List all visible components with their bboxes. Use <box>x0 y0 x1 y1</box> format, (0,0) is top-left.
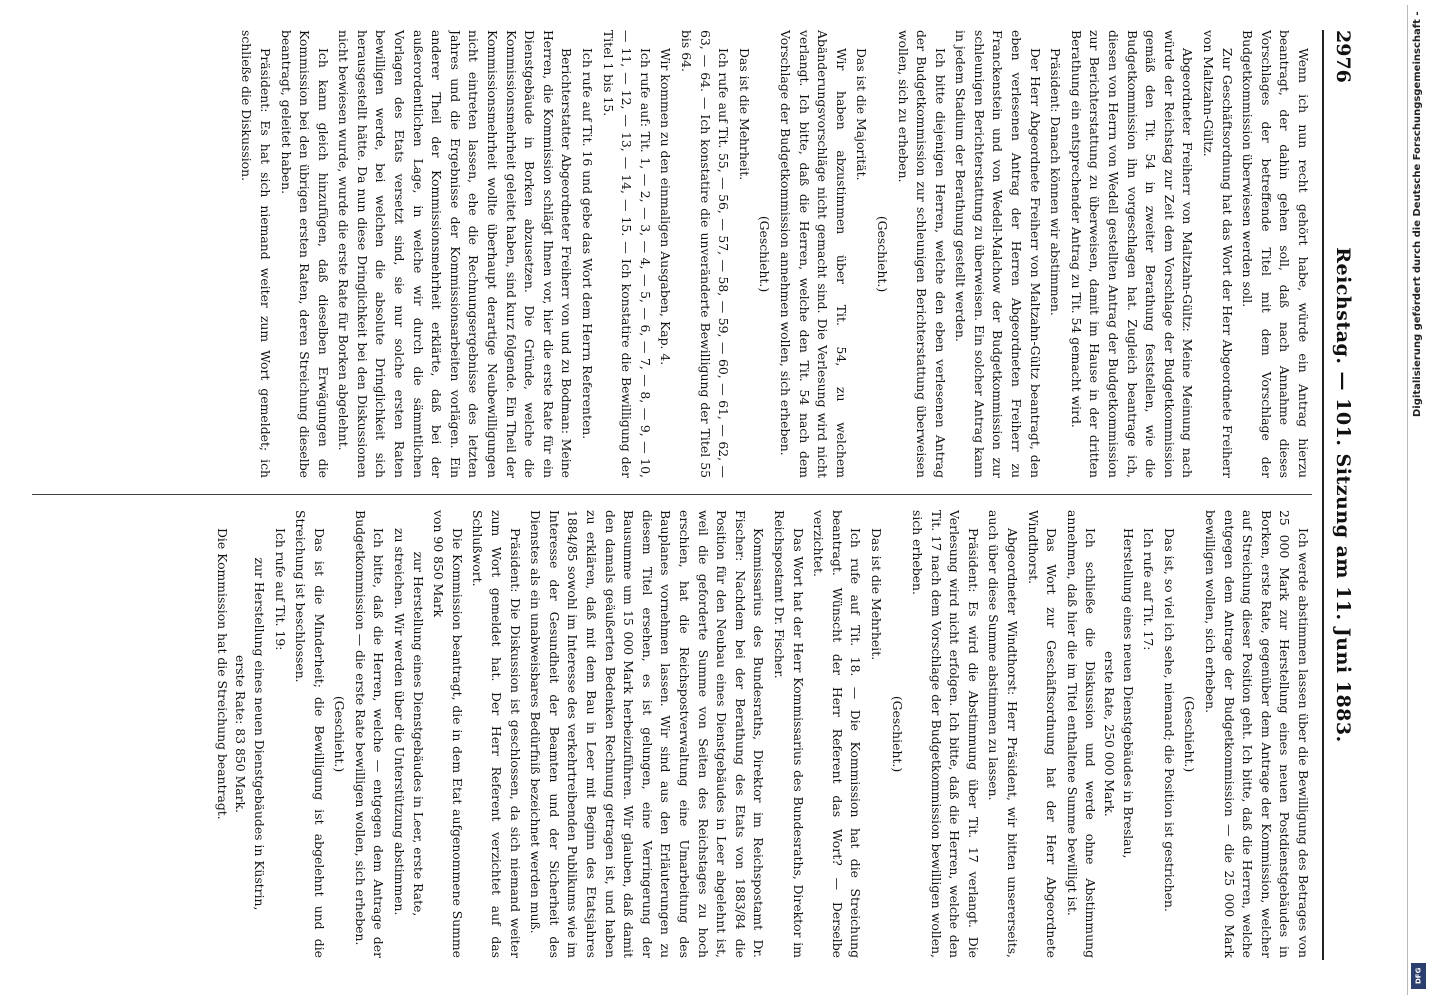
stage-direction: (Geschieht.) <box>874 215 890 293</box>
paragraph: Ich rufe auf Tit. 18. — Die Kommission hat die Streichung beantragt. Wünscht der Herr Referent das Wort? — Derselbe verzichtet. <box>811 510 864 958</box>
paragraph: Das ist die Majorität. <box>854 48 870 181</box>
paragraph: Wir kommen zu den einmaligen Ausgaben, Kap. 4. <box>658 48 674 366</box>
right-column <box>20 510 1312 958</box>
paragraph: Herstellung eines neuen Dienstgebäudes in Breslau, <box>1120 528 1136 859</box>
paragraph: Ich rufe auf Tit. 16 und gebe das Wort dem Herrn Referenten. <box>580 48 596 440</box>
paragraph: Präsident: Danach können wir abstimmen. <box>1048 48 1064 316</box>
paragraph: erste Rate, 250 000 Mark. <box>1102 651 1118 817</box>
paragraph: Präsident: Die Diskussion ist geschlossen, da sich niemand weiter zum Wort gemeldet hat. Der Herr Referent verzichtet auf das Schlußwort. <box>470 510 523 958</box>
header-rule <box>1322 30 1324 960</box>
stage-direction: (Geschieht.) <box>332 695 348 773</box>
left-column <box>20 30 1312 478</box>
paragraph: Abgeordneter Freiherr von Maltzahn-Gültz: Meine Meinung nach würde der Reichstag zur Zeit dem Vorschlage der Budgetkommission gemäß den Tit. 54 in zweiter Berathung feststellen, wie die Budgetkommission ihn vorgeschlagen hat. Zugleich beantrage ich, diesen von Herrn von Wedell gestellten Antrag der Budgetkommission zur Berichterstattung zu überweisen, damit im Hause in der dritten Berathung ein entsprechender Antrag zu Tit. 54 gemacht wird. <box>1068 30 1196 478</box>
digitization-imprint <box>1407 5 1429 995</box>
paragraph: Das ist die Mehrheit. <box>736 48 752 181</box>
paragraph: Die Kommission beantragt, die in dem Etat aufgenommene Summe von 90 850 Mark <box>431 510 465 958</box>
paragraph: Ich bitte, daß die Herren, welche — entgegen dem Antrage der Budgetkommission — die erste Rate bewilligen wollen, sich erheben. <box>352 510 387 958</box>
paragraph: Das Wort zur Geschäftsordnung hat der Herr Abgeordnete Windthorst. <box>1025 510 1060 958</box>
paragraph: Ich rufe auf Tit. 17: <box>1141 528 1157 651</box>
page-header <box>1324 30 1354 960</box>
paragraph: Die Kommission hat die Streichung beantragt. <box>214 528 230 820</box>
paragraph: zu streichen. Wir werden über die Unterstützung abstimmen. <box>392 528 408 916</box>
dfg-logo: DFG <box>1411 963 1426 989</box>
stage-direction: (Geschieht.) <box>1182 695 1198 773</box>
paragraph: zur Herstellung eines neuen Dienstgebäudes in Küstrin, <box>251 557 267 911</box>
paragraph: Das ist, so viel ich sehe, niemand; die Position ist gestrichen. <box>1161 528 1177 912</box>
column-divider <box>32 494 1312 495</box>
stage-direction: (Geschieht.) <box>757 215 773 293</box>
paragraph: Ich schließe die Diskussion und werde ohne Abstimmung annehmen, daß hier die im Titel enthaltene Summe bewilligt ist. <box>1064 510 1099 958</box>
paragraph: Der Herr Abgeordnete Freiherr von Maltzahn-Gültz beantragt, den eben verlesenen Antrag der Herren Abgeordneten Freiherr zu Franckenstein und von Wedell-Malchow der Budgetkommission zur schleunigen Berichterstattung zu überweisen. Ein solcher Antrag kann in jedem Stadium der Berathung gestellt werden. <box>953 30 1043 478</box>
paragraph: Ich rufe auf: Tit. 1, — 2, — 3, — 4, — 5, — 6, — 7, — 8, — 9, — 10, — 11, — 12, — 13, — 14, — 15. — Ich konstatire die Bewilligung der Titel 1 bis 15. <box>600 30 653 478</box>
page-number: 2976 <box>1332 30 1354 83</box>
imprint-text: Digitalisierung gefördert durch die Deutsche Forschungsgemeinschaft - <box>1412 11 1423 417</box>
paragraph: Ich kann gleich hinzufügen, daß dieselben Erwägungen die Kommission bei den übrigen ersten Raten, deren Streichung dieselbe beantragt, geleitet haben. <box>278 30 331 478</box>
paragraph: Ich werde abstimmen lassen über die Bewilligung des Betrages von 25 000 Mark zur Herstellung eines neuen Postdienstgebäudes in Borken, erste Rate, gegenüber dem Antrage der Kommission, welcher auf Streichung dieser Position geht. Ich bitte, daß die Herren, welche entgegen dem Antrage der Budgetkommission — die 25 000 Mark bewilligen wollen, sich erheben. <box>1203 510 1311 958</box>
paragraph: Das ist die Minderheit; die Bewilligung ist abgelehnt und die Streichung ist beschlossen. <box>293 510 327 958</box>
paragraph: Abgeordneter Windthorst: Herr Präsident, wir bitten unsererseits, auch über diese Summe abstimmen zu lassen. <box>986 510 1021 958</box>
paragraph: erste Rate: 83 850 Mark. <box>233 654 249 814</box>
paragraph: Das ist die Mehrheit. <box>868 528 884 661</box>
paragraph: Berichterstatter Abgeordneter Freiherr von und zu Bodman: Meine Herren, die Kommission schlägt Ihnen vor, hier die erste Rate für ein Dienstgebäude in Borken abzusetzen. Die Gründe, welche die Kommissionsmehrheit geleitet haben, sind kurz folgende. Ein Theil der Kommissionsmehrheit wollte überhaupt derartige Neubewilligungen nicht eintreten lassen, ehe die Rechnungsergebnisse des letzten Jahres und die Ergebnisse der Kommissionsarbeiten vorlägen. Ein anderer Theil der Kommissionsmehrheit erklärte, daß bei der außerordentlichen Lage, in welche wir durch die sämmtlichen Vorlagen des Etats versetzt sind, sie nur solche ersten Raten bewilligen werde, bei welchen die absolute Dringlichkeit sich herausgestellt hätte. Da nun diese Dringlichkeit bei den Diskussionen nicht bewiesen wurde, wurde die erste Rate für Borken abgelehnt. <box>336 30 575 478</box>
paragraph: zur Herstellung eines Dienstgebäudes in Leer, erste Rate, <box>410 551 426 917</box>
paragraph: Kommissarius des Bundesraths, Direktor im Reichspostamt Dr. Fischer: Nachdem bei der Berathung des Etats von 1883/84 die Position für den Neubau eines Dienstgebäudes in Leer abgelehnt ist, weil die geforderte Summe von Seiten des Reichstages zu hoch erschien, hat die Reichspostverwaltung eine Umarbeitung des Bauplanes vornehmen lassen. Wir sind aus den Erläuterungen zu diesem Titel ersehen, es ist gelungen, eine Verringerung der Bausumme um 15 000 Mark herbeizuführen. Wir glauben, daß damit den damals geäußerten Bedenken Rechnung getragen ist, und haben zu erklären, daß mit dem Bau in Leer mit Beginn des Etatsjahres 1884/85 sowohl im Interesse des verkehrtreibenden Publikums wie im Interesse der Gesundheit der Beamten und der Sicherheit des Dienstes als ein unabweisbares Bedürfniß bezeichnet werden muß. <box>528 510 767 958</box>
stage-direction: (Geschieht.) <box>889 695 905 773</box>
paragraph: Wir haben abzustimmen über Tit. 54, zu welchem Abänderungsvorschläge nicht gemacht sind. Die Verlesung wird nicht verlangt. Ich bitte, daß die Herren, welche den Tit. 54 nach dem Vorschlage der Budgetkommission annehmen wollen, sich erheben. <box>777 30 849 478</box>
paragraph: Ich bitte diejenigen Herren, welche den eben verlesenen Antrag der Budgetkommission zur schleunigen Berichterstattung überweisen wollen, sich zu erheben. <box>895 30 948 478</box>
paragraph: Wenn ich nun recht gehört habe, würde ein Antrag hierzu beantragt, der dahin gehen soll, daß nach Annahme dieses Vorschlages der betreffende Titel mit dem Vorschlage der Budgetkommission überwiesen werden soll. <box>1240 30 1311 478</box>
page-title: Reichstag. — 101. Sitzung am 11. Juni 1883. <box>1332 247 1354 743</box>
paragraph: Präsident: Es hat sich niemand weiter zum Wort gemeldet; ich schließe die Diskussion. <box>239 30 273 478</box>
paragraph: Zur Geschäftsordnung hat das Wort der Herr Abgeordnete Freiherr von Maltzahn-Gültz. <box>1201 30 1235 478</box>
paragraph: Präsident: Es wird die Abstimmung über Tit. 17 verlangt. Die Verlesung wird nicht erfolgen. Ich bitte, daß die Herren, welche den Tit. 17 nach dem Vorschlage der Budgetkommission bewilligen wollen, sich erheben. <box>910 510 981 958</box>
paragraph: Ich rufe auf Tit. 55, — 56, — 57, — 58, — 59, — 60, — 61, — 62, — 63, — 64. — Ich konstatire die unveränderte Bewilligung der Titel 55 bis 64. <box>679 30 732 478</box>
paragraph: Ich rufe auf Tit. 19: <box>272 528 288 651</box>
paragraph: Das Wort hat der Herr Kommissarius des Bundesraths, Direktor im Reichspostamt Dr. Fischer. <box>771 510 806 958</box>
